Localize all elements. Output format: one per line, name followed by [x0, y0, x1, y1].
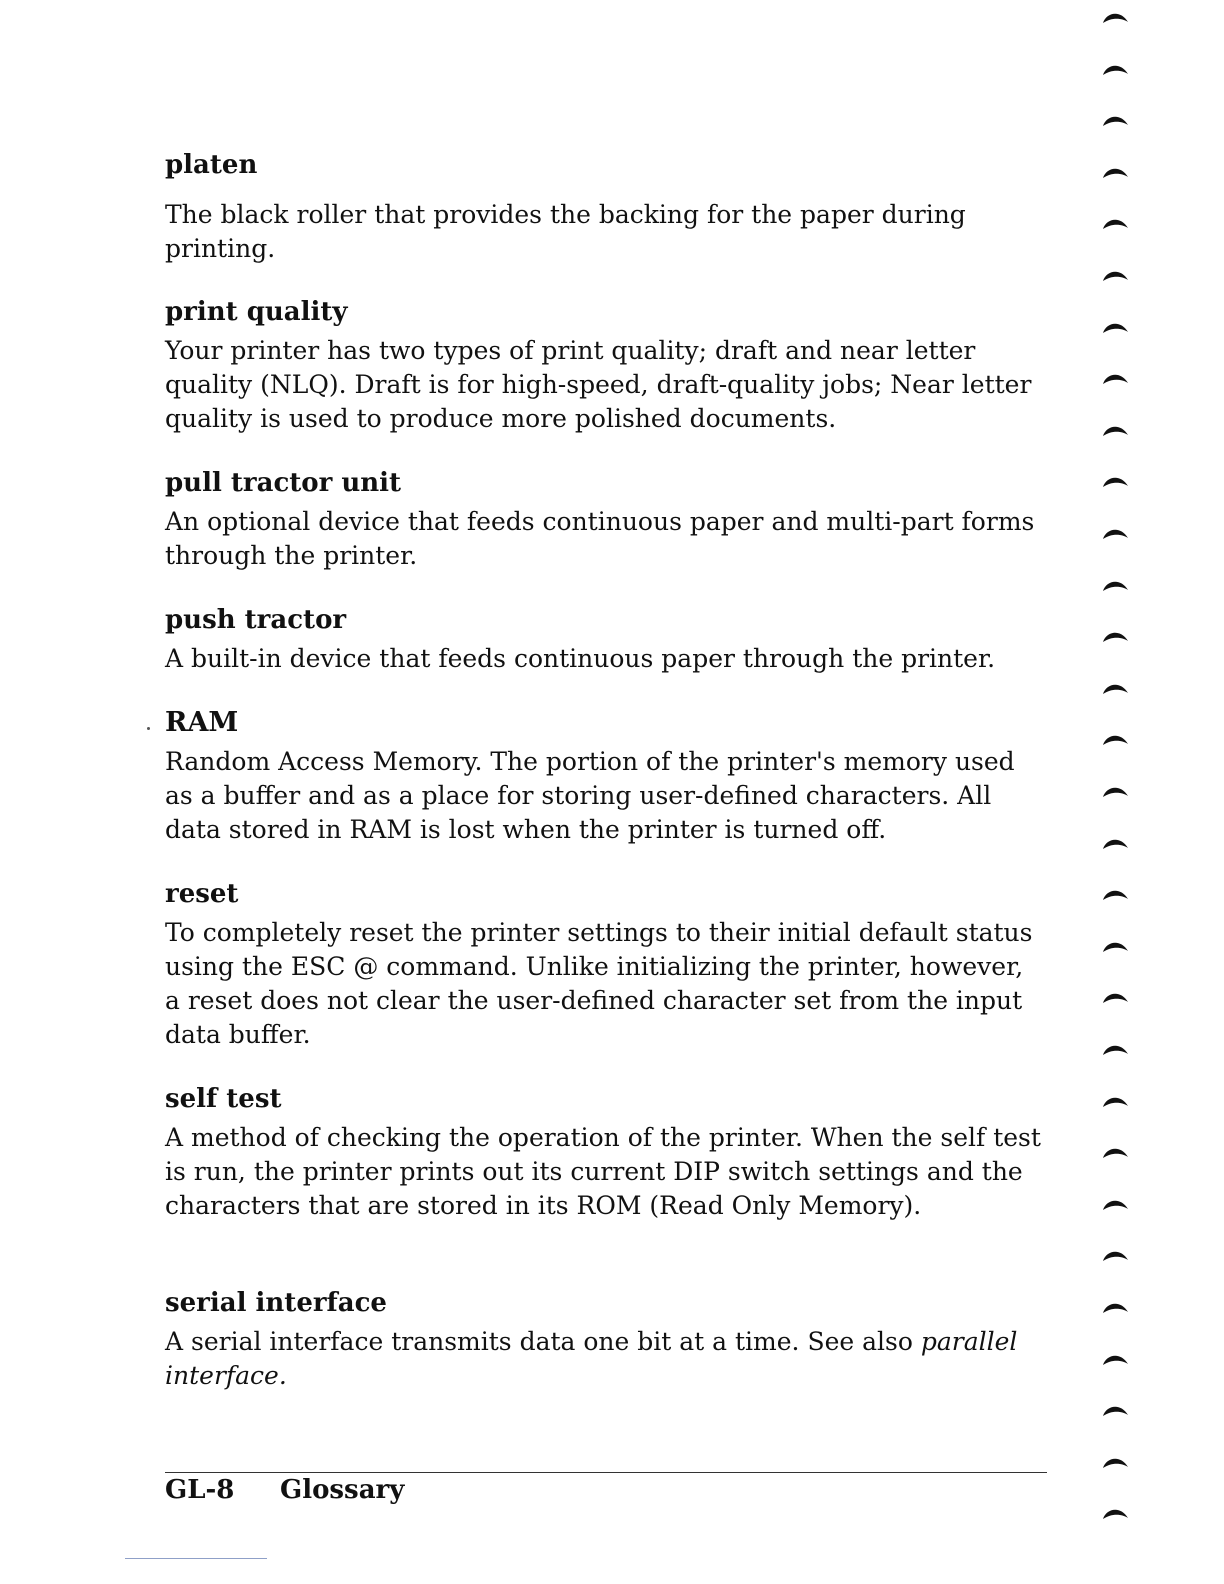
- binding-hole-icon: [1100, 320, 1130, 334]
- binding-hole-icon: [1100, 1248, 1130, 1262]
- glossary-entry-print-quality: [165, 295, 1045, 436]
- binding-hole-icon: [1100, 474, 1130, 488]
- glossary-entry-reset: [165, 877, 1045, 1052]
- binding-hole-icon: [1100, 423, 1130, 437]
- glossary-definition: A built-in device that feeds continuous paper through the printer.: [165, 644, 996, 673]
- glossary-term: self test: [165, 1084, 282, 1114]
- glossary-entry-push-tractor: [165, 603, 1045, 676]
- glossary-term: push tractor: [165, 605, 347, 635]
- glossary-definition: Your printer has two types of print quality; draft and near letter quality (NLQ). Draft is for high-speed, draft-quality jobs; Near letter quality is used to produce more polished documents.: [165, 336, 1032, 433]
- section-title: Glossary: [280, 1475, 405, 1505]
- binding-hole-icon: [1100, 62, 1130, 76]
- binding-hole-icon: [1100, 1352, 1130, 1366]
- binding-hole-icon: [1100, 1506, 1130, 1520]
- definition-text: A serial interface transmits data one bit at a time. See also: [165, 1327, 913, 1356]
- glossary-term: print quality: [165, 297, 348, 327]
- binding-hole-icon: [1100, 371, 1130, 385]
- binding-hole-icon: [1100, 990, 1130, 1004]
- binding-hole-icon: [1100, 887, 1130, 901]
- binding-hole-icon: [1100, 784, 1130, 798]
- binding-hole-icon: [1100, 681, 1130, 695]
- glossary-definition: A method of checking the operation of the printer. When the self test is run, the printer prints out its current DIP switch settings and the characters that are stored in its ROM (Read Only Memory).: [165, 1123, 1041, 1220]
- page-footer: [165, 1473, 404, 1507]
- binding-hole-icon: [1100, 1094, 1130, 1108]
- binding-hole-icon: [1100, 10, 1130, 24]
- glossary-term: pull tractor unit: [165, 468, 402, 498]
- binding-hole-icon: [1100, 578, 1130, 592]
- glossary-definition: Random Access Memory. The portion of the printer's memory used as a buffer and as a place for storing user-defined characters. All data stored in RAM is lost when the printer is turned off.: [165, 747, 1015, 844]
- binding-hole-icon: [1100, 165, 1130, 179]
- glossary-term: platen: [165, 150, 258, 180]
- glossary-term: RAM: [165, 707, 239, 738]
- stray-mark: [147, 727, 150, 730]
- binding-hole-icon: [1100, 732, 1130, 746]
- scan-artifact-line: [125, 1558, 267, 1559]
- binding-hole-icon: [1100, 1042, 1130, 1056]
- binding-holes: [1100, 0, 1140, 1584]
- glossary-entry-platen: [165, 148, 1045, 266]
- glossary-definition: An optional device that feeds continuous paper and multi-part forms through the printer.: [165, 507, 1035, 570]
- binding-hole-icon: [1100, 1300, 1130, 1314]
- binding-hole-icon: [1100, 939, 1130, 953]
- glossary-term: reset: [165, 879, 239, 909]
- glossary-term: serial interface: [165, 1288, 387, 1318]
- binding-hole-icon: [1100, 216, 1130, 230]
- binding-hole-icon: [1100, 836, 1130, 850]
- binding-hole-icon: [1100, 1403, 1130, 1417]
- cross-reference-link: parallel interface.: [165, 1327, 1018, 1390]
- binding-hole-icon: [1100, 1197, 1130, 1211]
- page-number: GL-8: [165, 1475, 235, 1505]
- binding-hole-icon: [1100, 526, 1130, 540]
- glossary-entry-ram: [165, 706, 1045, 847]
- glossary-definition: To completely reset the printer settings to their initial default status using the ESC @ command. Unlike initializing the printer, however, a reset does not clear the user-defined character set from the input data buffer.: [165, 918, 1033, 1049]
- binding-hole-icon: [1100, 268, 1130, 282]
- glossary-definition: The black roller that provides the backing for the paper during printing.: [165, 200, 966, 263]
- binding-hole-icon: [1100, 1145, 1130, 1159]
- glossary-entry-pull-tractor-unit: [165, 466, 1045, 573]
- binding-hole-icon: [1100, 629, 1130, 643]
- glossary-entry-self-test: [165, 1082, 1045, 1223]
- binding-hole-icon: [1100, 113, 1130, 127]
- binding-hole-icon: [1100, 1455, 1130, 1469]
- glossary-definition: [165, 1325, 1045, 1393]
- glossary-entry-serial-interface: [165, 1286, 1045, 1393]
